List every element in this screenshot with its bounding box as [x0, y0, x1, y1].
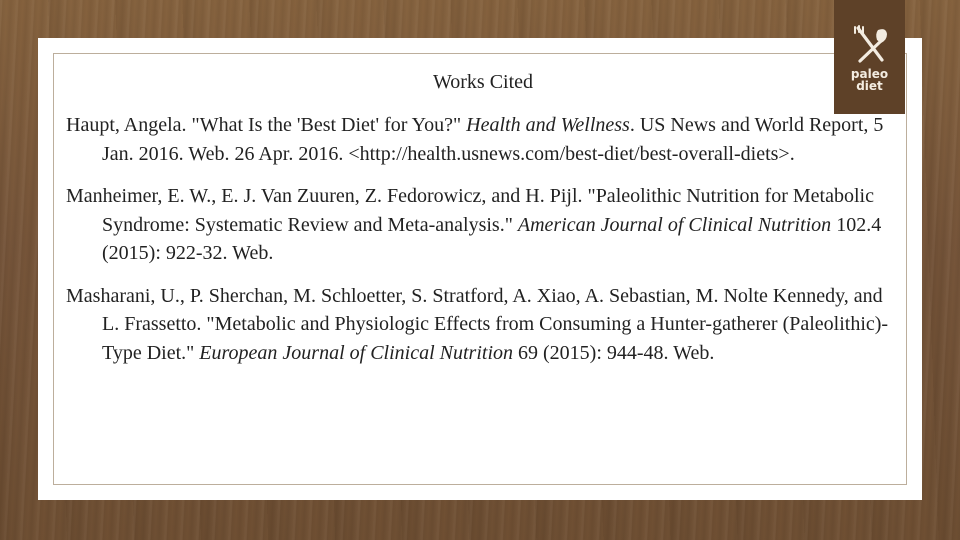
citation-source-title: European Journal of Clinical Nutrition	[199, 341, 513, 364]
page-title: Works Cited	[432, 71, 534, 93]
citation-item	[66, 182, 898, 268]
fork-knife-icon	[851, 24, 889, 64]
citation-source-title: Health and Wellness	[466, 114, 630, 136]
logo-text-paleo: paleo	[850, 67, 889, 81]
citation-source-title: American Journal of Clinical Nutrition	[517, 213, 832, 236]
paleo-diet-logo	[834, 0, 905, 114]
citation-text: Masharani, U., P. Sherchan, M. Schloetter, S. Stratford, A. Xiao, A. Sebastian, M. Nolte Kennedy, and L. Frassetto. "Metabolic and Physiologic Effects from Consuming a Hunter-gatherer (Paleolithic)-Type Diet."	[66, 284, 889, 364]
citation-details: 102.4 (2015): 922-32. Web.	[102, 213, 882, 264]
logo-text-diet: diet	[856, 79, 883, 93]
slide-card	[38, 38, 922, 500]
citation-item	[66, 282, 898, 368]
citation-text: Manheimer, E. W., E. J. Van Zuuren, Z. Fedorowicz, and H. Pijl. "Paleolithic Nutrition for Metabolic Syndrome: Systematic Review and Meta-analysis."	[66, 185, 874, 236]
citation-details: 69 (2015): 944-48. Web.	[513, 341, 715, 364]
citation-list	[66, 111, 898, 381]
citation-details: . US News and World Report, 5 Jan. 2016. Web. 26 Apr. 2016. <http://health.usnews.com/best-diet/best-overall-diets>.	[102, 114, 884, 165]
citation-text: Haupt, Angela. "What Is the 'Best Diet' for You?"	[66, 114, 467, 136]
citation-item	[66, 111, 898, 168]
